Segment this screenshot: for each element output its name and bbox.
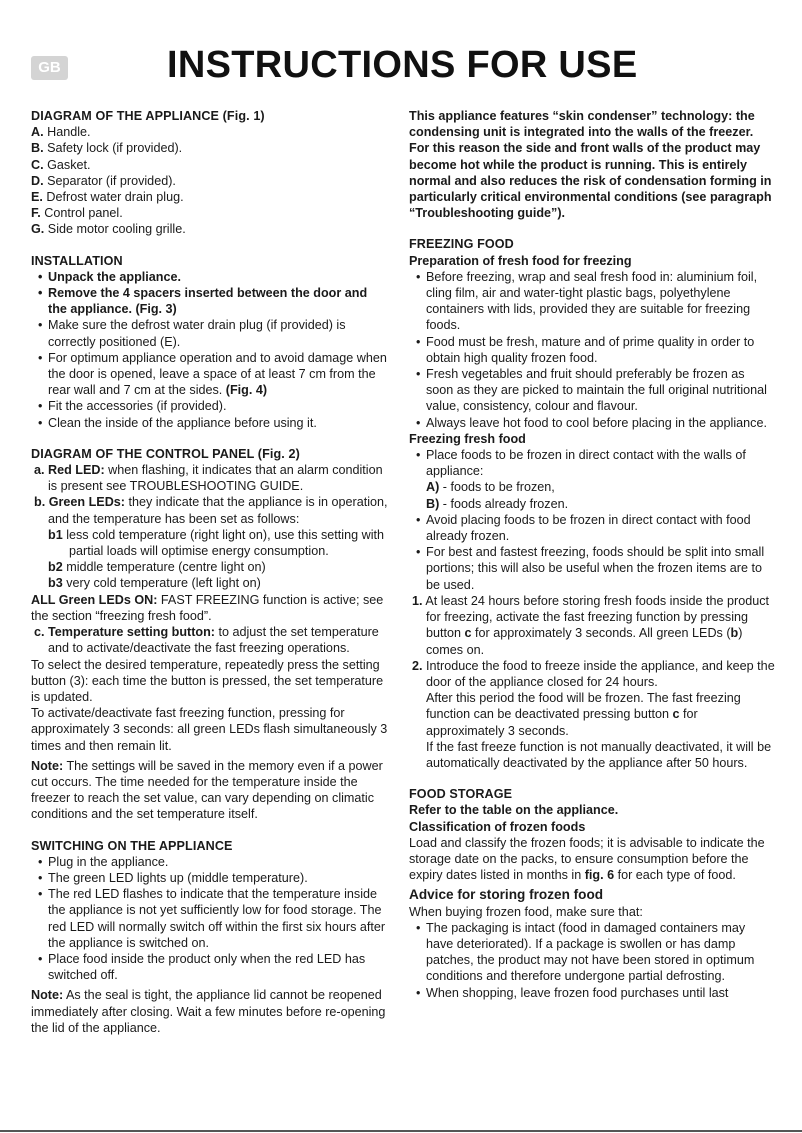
advice-paragraph: When buying frozen food, make sure that:	[409, 904, 643, 919]
freezing-food-heading: FREEZING FOOD	[409, 237, 514, 252]
prep-bullet: • Always leave hot food to cool before placing in the appliance.	[409, 415, 775, 431]
diagram-item: A. Handle.	[31, 125, 91, 140]
classification-paragraph: Load and classify the frozen foods; it is advisable to indicate the storage date on the packs, to ensure consumption before the expiry dates listed in months in fig. 6 for each type of food.	[409, 835, 765, 883]
control-item-c: c. Temperature setting button: to adjust the set temperature and to activate/deactivate the fast freezing operations.	[34, 625, 379, 656]
install-bullet: • Fit the accessories (if provided).	[31, 398, 388, 414]
switch-note: Note: As the seal is tight, the appliance lid cannot be reopened immediately after closing. Wait a few minutes before re-opening the lid of the appliance.	[31, 988, 386, 1035]
freezing-step-2-detail: If the fast freeze function is not manually deactivated, it will be automatically deactivated by the appliance after 50 hours.	[426, 739, 772, 770]
right-column	[409, 108, 775, 1001]
diagram-heading: DIAGRAM OF THE APPLIANCE (Fig. 1)	[31, 109, 265, 123]
control-item-b1: b1 less cold temperature (right light on), use this setting with partial loads will optimise energy consumption.	[48, 527, 384, 559]
page-bottom-rule	[0, 1130, 802, 1132]
fresh-bullet: • Place foods to be frozen in direct contact with the walls of appliance:	[409, 447, 775, 479]
fresh-bullet: • For best and fastest freezing, foods should be split into small portions; this will also be useful when the frozen items are to be used.	[409, 544, 775, 593]
fresh-option-a: A) - foods to be frozen,	[426, 480, 555, 495]
advice-heading: Advice for storing frozen food	[409, 887, 604, 903]
diagram-item: C. Gasket.	[31, 157, 91, 172]
install-bullet: • For optimum appliance operation and to avoid damage when the door is opened, leave a space of at least 7 cm from the rear wall and 7 cm at the sides. (Fig. 4)	[31, 350, 388, 399]
switch-bullet: • Place food inside the product only when the red LED has switched off.	[31, 951, 388, 983]
preparation-subheading: Preparation of fresh food for freezing	[409, 253, 632, 268]
classification-subheading: Classification of frozen foods	[409, 819, 586, 834]
language-badge: GB	[31, 56, 68, 80]
freezing-step-2: 2. Introduce the food to freeze inside the appliance, and keep the door of the appliance closed for 24 hours.	[412, 658, 775, 689]
food-storage-heading: FOOD STORAGE	[409, 787, 513, 802]
installation-heading: INSTALLATION	[31, 253, 123, 268]
control-all-leds: ALL Green LEDs ON: FAST FREEZING function is active; see the section “freezing fresh food”.	[31, 592, 384, 623]
install-bullet: • Make sure the defrost water drain plug (if provided) is correctly positioned (E).	[31, 317, 388, 349]
control-panel-heading: DIAGRAM OF THE CONTROL PANEL (Fig. 2)	[31, 446, 300, 461]
switch-bullet: • The red LED flashes to indicate that the temperature inside the appliance is not yet sufficiently low for food storage. The red LED will normally switch off within the first six hours after the appliance is switched on.	[31, 886, 388, 951]
switching-on-heading: SWITCHING ON THE APPLIANCE	[31, 838, 233, 853]
diagram-item: G. Side motor cooling grille.	[31, 222, 186, 237]
fresh-bullet: • Avoid placing foods to be frozen in direct contact with food already frozen.	[409, 512, 775, 544]
control-item-b: b. Green LEDs: they indicate that the appliance is in operation, and the temperature has been set as follows:	[34, 495, 388, 526]
diagram-list	[31, 124, 388, 237]
fresh-option-b: B) - foods already frozen.	[426, 496, 569, 511]
diagram-item: D. Separator (if provided).	[31, 173, 176, 188]
prep-bullet: • Food must be fresh, mature and of prime quality in order to obtain high quality frozen food.	[409, 334, 775, 366]
switch-bullet: • Plug in the appliance.	[31, 854, 388, 870]
control-item-a: a. Red LED: when flashing, it indicates that an alarm condition is present see TROUBLESHOOTING GUIDE.	[34, 463, 383, 494]
left-column	[31, 108, 388, 1036]
advice-bullet: • The packaging is intact (food in damaged containers may have deteriorated). If a package is swollen or has damp patches, the product may not have been stored in optimum conditions and therefore undergone partial defrosting.	[409, 920, 775, 985]
diagram-item: E. Defrost water drain plug.	[31, 190, 184, 205]
switch-bullet: • The green LED lights up (middle temperature).	[31, 870, 388, 886]
control-item-b3: b3 very cold temperature (left light on)	[48, 576, 261, 591]
prep-bullet: • Fresh vegetables and fruit should preferably be frozen as soon as they are picked to maintain the full original nutritional value, consistency, colour and flavour.	[409, 366, 775, 415]
freezing-step-1: 1. At least 24 hours before storing fresh foods inside the product for freezing, activate the fast freezing function by pressing button c for approximately 3 seconds. All green LEDs (b) comes on.	[412, 593, 770, 657]
install-bullet: • Clean the inside of the appliance before using it.	[31, 415, 388, 431]
food-storage-subheading: Refer to the table on the appliance.	[409, 803, 619, 818]
diagram-item: B. Safety lock (if provided).	[31, 141, 183, 156]
page-title: INSTRUCTIONS FOR USE	[167, 44, 638, 86]
control-paragraph: To activate/deactivate fast freezing function, pressing for approximately 3 seconds: all green LEDs flash simultaneously 3 times and then remain lit.	[31, 706, 388, 753]
control-item-b2: b2 middle temperature (centre light on)	[48, 560, 266, 575]
advice-bullet: • When shopping, leave frozen food purchases until last	[409, 985, 775, 1001]
prep-bullet: • Before freezing, wrap and seal fresh food in: aluminium foil, cling film, air and water-tight plastic bags, polyethylene containers with lids, provided they are suitable for freezing foods.	[409, 269, 775, 334]
freezing-step-2-detail: After this period the food will be frozen. The fast freezing function can be deactivated pressing button c for approximately 3 seconds.	[426, 691, 741, 738]
freezing-fresh-subheading: Freezing fresh food	[409, 431, 526, 446]
install-bullet: • Unpack the appliance.	[31, 269, 388, 285]
skin-condenser-intro: This appliance features “skin condenser” technology: the condensing unit is integrated into the walls of the freezer. For this reason the side and front walls of the product may become hot while the product is running. This is entirely normal and also reduces the risk of condensation forming in particularly critical environmental conditions (see paragraph “Troubleshooting guide”).	[409, 109, 772, 221]
diagram-item: F. Control panel.	[31, 206, 123, 221]
control-paragraph: To select the desired temperature, repeatedly press the setting button (3): each time the button is pressed, the set temperature is updated.	[31, 657, 384, 704]
install-bullet: • Remove the 4 spacers inserted between the door and the appliance. (Fig. 3)	[31, 285, 388, 317]
control-note: Note: The settings will be saved in the memory even if a power cut occurs. The time needed for the temperature inside the freezer to reach the set value, can vary depending on climatic conditions and the set temperature itself.	[31, 758, 383, 822]
